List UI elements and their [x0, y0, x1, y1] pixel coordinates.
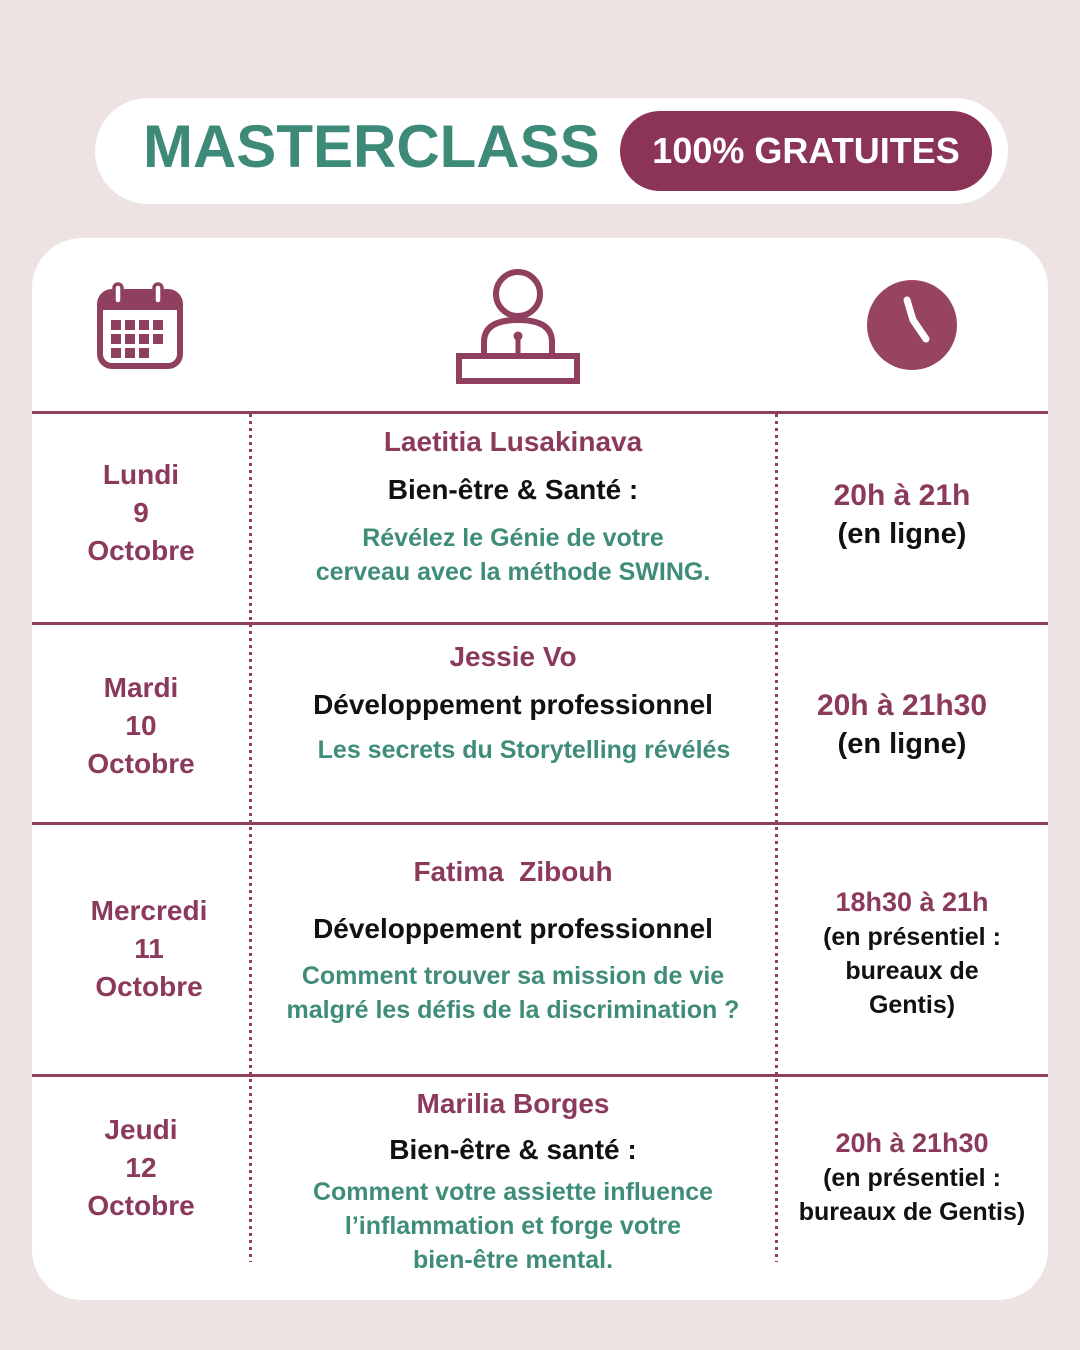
session-description-line: malgré les défis de la discrimination ?	[286, 996, 740, 1024]
session-time	[776, 823, 1048, 1075]
session-location: bureaux de Gentis)	[798, 1197, 1026, 1226]
session-time	[776, 623, 1048, 823]
session-description-line: cerveau avec la méthode SWING.	[315, 558, 711, 586]
session-weekday: Mardi	[103, 672, 179, 703]
session-details	[250, 623, 776, 823]
free-badge	[620, 111, 992, 191]
session-row	[32, 412, 1048, 623]
session-location: bureaux de	[845, 956, 979, 985]
session-location: (en ligne)	[837, 517, 967, 550]
clock-icon	[866, 279, 958, 371]
session-description-line: bien-être mental.	[412, 1246, 614, 1274]
speaker-podium-icon-graphic	[456, 266, 580, 384]
session-day-number: 10	[125, 710, 157, 741]
session-date	[32, 623, 250, 823]
session-date	[32, 823, 250, 1075]
speaker-name: Laetitia Lusakinava	[383, 426, 643, 457]
session-weekday: Lundi	[102, 459, 180, 490]
session-location: (en ligne)	[837, 727, 967, 760]
session-hours: 20h à 21h	[833, 478, 971, 512]
session-month: Octobre	[87, 748, 195, 779]
speaker-name: Jessie Vo	[449, 641, 577, 672]
session-hours: 20h à 21h30	[816, 688, 988, 722]
session-day-number: 9	[133, 497, 149, 528]
session-details	[250, 412, 776, 623]
calendar-icon	[96, 282, 184, 370]
session-hours: 18h30 à 21h	[835, 886, 989, 917]
session-category: Développement professionnel	[313, 689, 713, 720]
page-title: MASTERCLASS	[143, 113, 600, 180]
free-badge-label: 100% GRATUITES	[652, 130, 960, 171]
session-category: Développement professionnel	[313, 913, 713, 944]
session-row	[32, 1075, 1048, 1285]
session-date	[32, 412, 250, 623]
session-time	[776, 412, 1048, 623]
session-location: (en présentiel :	[823, 922, 1001, 951]
session-description-line: Comment trouver sa mission de vie	[301, 962, 725, 990]
session-location: (en présentiel :	[823, 1163, 1001, 1192]
session-description	[287, 959, 740, 1027]
session-weekday: Mercredi	[90, 895, 208, 926]
clock-icon-graphic	[866, 279, 958, 371]
session-date	[32, 1075, 250, 1285]
session-row	[32, 623, 1048, 823]
session-category: Bien-être & santé :	[389, 1134, 637, 1165]
session-time	[776, 1075, 1048, 1285]
session-description	[316, 521, 711, 589]
session-category: Bien-être & Santé :	[387, 474, 639, 505]
session-row	[32, 823, 1048, 1075]
session-details	[250, 1075, 776, 1285]
session-month: Octobre	[95, 971, 203, 1002]
session-day-number: 12	[125, 1152, 157, 1183]
session-weekday: Jeudi	[104, 1114, 178, 1145]
session-description-line: Révélez le Génie de votre	[362, 524, 664, 552]
session-location: Gentis)	[868, 990, 956, 1019]
speaker-podium-icon	[456, 266, 580, 384]
speaker-name: Marilia Borges	[416, 1088, 610, 1119]
speaker-name: Fatima Zibouh	[413, 856, 613, 887]
session-day-number: 11	[134, 933, 164, 964]
session-month: Octobre	[87, 1190, 195, 1221]
session-description-line: Les secrets du Storytelling révélés	[317, 736, 731, 764]
session-description-line: l’inflammation et forge votre	[344, 1212, 682, 1240]
session-hours: 20h à 21h30	[835, 1127, 989, 1158]
session-description-line: Comment votre assiette influence	[312, 1178, 714, 1206]
session-description	[313, 1175, 713, 1277]
session-description	[296, 733, 731, 767]
session-month: Octobre	[87, 535, 195, 566]
calendar-icon-graphic	[96, 282, 184, 370]
session-details	[250, 823, 776, 1075]
